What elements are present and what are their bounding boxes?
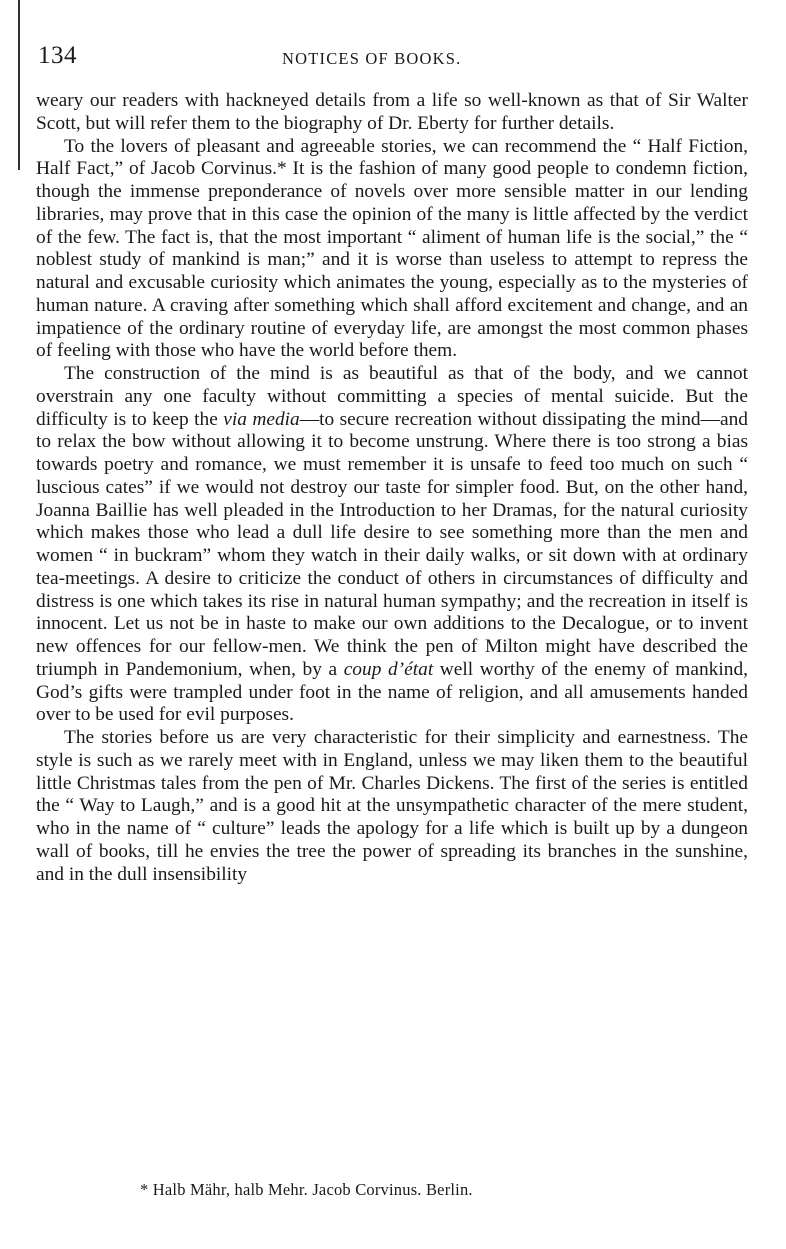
page-header (38, 42, 750, 74)
paragraph-2: To the lovers of pleasant and agreeable stories, we can recommend the “ Half Fiction, Half Fact,” of Jacob Corvinus.* It is the fashion of many good people to condemn fiction, though the immense preponderance of novels over more sensible matter in our lending libraries, may prove that in this case the opinion of the many is little affected by the verdict of the few. The fact is, that the most important “ aliment of human life is the social,” the “ noblest study of mankind is man;” and it is worse than useless to attempt to repress the natural and excusable curiosity which animates the young, especially as to the mysteries of human nature. A craving after something which shall afford excitement and change, and an impatience of the ordinary routine of everyday life, are amongst the most common phases of feeling with those who have the world before them. (36, 135, 748, 362)
paragraph-3-text-a: The construction of the mind is as beautiful as that of the body, and we cannot overstrain any one faculty without committing a species of mental suicide. But the difficulty is to keep the (36, 363, 748, 430)
paragraph-1: weary our readers with hackneyed details from a life so well-known as that of Sir Walter Scott, but will refer them to the biography of Dr. Eberty for further details. (36, 90, 748, 134)
italic-via-media: via media (223, 408, 300, 430)
page-number: 134 (38, 42, 77, 69)
running-title: NOTICES OF BOOKS. (282, 49, 462, 68)
margin-rule (18, 0, 20, 170)
footnote: * Halb Mähr, halb Mehr. Jacob Corvinus. Berlin. (140, 1180, 473, 1199)
paragraph-3-text-c: well worthy of the enemy of mankind, God’s gifts were trampled under foot in the name of religion, and all amusements handed over to be used for evil purposes. (36, 658, 748, 726)
paragraph-4: The stories before us are very characteristic for their simplicity and earnestness. The style is such as we rarely meet with in England, unless we may liken them to the beautiful little Christmas tales from the pen of Mr. Charles Dickens. The first of the series is entitled the “ Way to Laugh,” and is a good hit at the unsympathetic character of the mere student, who in the name of “ culture” leads the apology for a life which is built up by a dungeon wall of books, till he envies the tree the power of spreading its branches in the sunshine, and in the dull insensibility (36, 727, 748, 885)
body-text (36, 90, 748, 886)
paragraph-3-text-b: —to secure recreation without dissipating the mind—and to relax the bow without allowing it to become unstrung. Where there is too strong a bias towards poetry and romance, we must remember it is unsafe to feed too much on such “ luscious cates” if we would not destroy our taste for simpler food. But, on the other hand, Joanna Baillie has well pleaded in the Introduction to her Dramas, for the natural curiosity which makes those who lead a dull life desire to see something more than the men and women “ in buckram” whom they watch in their daily walks, or sit down with at ordinary tea-meetings. A desire to criticize the conduct of others in circumstances of difficulty and distress is one which takes its rise in natural human sympathy; and the recreation in itself is innocent. Let us not be in haste to make our own additions to the Decalogue, or to invent new offences for our fellow-men. We think the pen of Milton might have described the triumph in Pandemonium, when, by a (36, 408, 748, 680)
italic-coup-detat: coup d’état (343, 658, 434, 680)
paragraph-3 (36, 363, 748, 727)
